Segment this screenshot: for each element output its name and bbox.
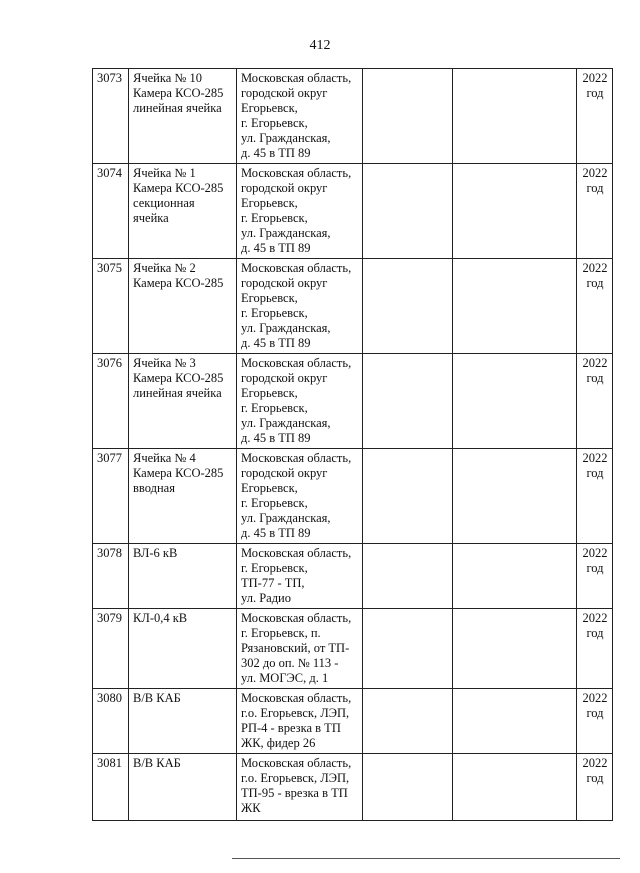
registry-table (92, 68, 613, 821)
address-cell (237, 69, 363, 164)
empty-cell (363, 164, 453, 259)
object-name-cell (129, 259, 237, 354)
year-line: год (586, 466, 604, 480)
year-cell (577, 449, 613, 544)
row-number-cell: 3075 (93, 259, 129, 354)
object-name-line: Камера КСО-285 (133, 181, 224, 195)
object-name-cell (129, 689, 237, 754)
table-row (93, 754, 613, 821)
address-line: городской округ (241, 181, 328, 195)
table-row (93, 449, 613, 544)
address-line: д. 45 в ТП 89 (241, 431, 311, 445)
address-cell (237, 449, 363, 544)
object-name-line: вводная (133, 481, 175, 495)
address-line: Егорьевск, (241, 196, 298, 210)
empty-cell (453, 354, 577, 449)
page-number: 412 (309, 38, 331, 53)
address-line: Московская область, (241, 756, 352, 770)
object-name-cell (129, 544, 237, 609)
address-cell (237, 689, 363, 754)
year-line: 2022 (582, 611, 608, 625)
year-line: год (586, 626, 604, 640)
year-line: 2022 (582, 691, 608, 705)
address-cell (237, 609, 363, 689)
address-line: городской округ (241, 371, 328, 385)
empty-cell (363, 354, 453, 449)
table-row (93, 544, 613, 609)
address-line: д. 45 в ТП 89 (241, 336, 311, 350)
table-row (93, 164, 613, 259)
table-row (93, 69, 613, 164)
address-line: ЖК (241, 801, 261, 815)
address-line: городской округ (241, 276, 328, 290)
registry-table-body (93, 69, 613, 821)
address-line: г. Егорьевск, п. (241, 626, 321, 640)
address-line: ул. Гражданская, (241, 416, 331, 430)
address-line: ул. Гражданская, (241, 511, 331, 525)
year-line: год (586, 86, 604, 100)
year-cell (577, 69, 613, 164)
object-name-line: Ячейка № 4 (133, 451, 196, 465)
address-cell (237, 354, 363, 449)
empty-cell (363, 609, 453, 689)
year-cell (577, 544, 613, 609)
year-line: 2022 (582, 356, 608, 370)
address-cell (237, 259, 363, 354)
address-line: д. 45 в ТП 89 (241, 146, 311, 160)
year-cell (577, 259, 613, 354)
row-number-cell: 3078 (93, 544, 129, 609)
empty-cell (363, 689, 453, 754)
address-line: г. Егорьевск, (241, 116, 308, 130)
row-number-cell: 3079 (93, 609, 129, 689)
footer-rule (232, 858, 620, 859)
address-line: Егорьевск, (241, 386, 298, 400)
row-number-cell: 3076 (93, 354, 129, 449)
year-cell (577, 354, 613, 449)
address-line: Московская область, (241, 451, 352, 465)
object-name-line: В/В КАБ (133, 691, 181, 705)
object-name-cell (129, 164, 237, 259)
empty-cell (453, 69, 577, 164)
address-line: г. Егорьевск, (241, 211, 308, 225)
address-line: городской округ (241, 466, 328, 480)
table-row (93, 354, 613, 449)
object-name-line: Ячейка № 10 (133, 71, 202, 85)
address-cell (237, 544, 363, 609)
row-number-cell: 3073 (93, 69, 129, 164)
address-cell (237, 754, 363, 821)
object-name-line: линейная ячейка (133, 386, 222, 400)
address-line: ул. МОГЭС, д. 1 (241, 671, 329, 685)
year-line: год (586, 181, 604, 195)
address-line: РП-4 - врезка в ТП (241, 721, 341, 735)
address-line: Московская область, (241, 691, 352, 705)
empty-cell (453, 689, 577, 754)
year-line: год (586, 371, 604, 385)
address-line: ул. Гражданская, (241, 321, 331, 335)
empty-cell (453, 449, 577, 544)
address-line: г. Егорьевск, (241, 561, 308, 575)
row-number-cell: 3077 (93, 449, 129, 544)
address-line: ЖК, фидер 26 (241, 736, 316, 750)
address-line: ул. Гражданская, (241, 226, 331, 240)
address-line: д. 45 в ТП 89 (241, 526, 311, 540)
address-line: ТП-77 - ТП, (241, 576, 305, 590)
empty-cell (363, 754, 453, 821)
address-line: Московская область, (241, 611, 352, 625)
object-name-line: ячейка (133, 211, 169, 225)
year-cell (577, 164, 613, 259)
address-line: ТП-95 - врезка в ТП (241, 786, 348, 800)
object-name-line: Ячейка № 1 (133, 166, 196, 180)
object-name-cell (129, 754, 237, 821)
year-line: год (586, 706, 604, 720)
address-line: Егорьевск, (241, 101, 298, 115)
address-line: Московская область, (241, 166, 352, 180)
object-name-cell (129, 354, 237, 449)
address-line: г. Егорьевск, (241, 401, 308, 415)
object-name-cell (129, 69, 237, 164)
year-line: 2022 (582, 261, 608, 275)
object-name-line: Камера КСО-285 (133, 466, 224, 480)
address-line: Егорьевск, (241, 291, 298, 305)
year-line: год (586, 561, 604, 575)
address-line: Московская область, (241, 261, 352, 275)
table-row (93, 259, 613, 354)
address-line: городской округ (241, 86, 328, 100)
row-number-cell: 3081 (93, 754, 129, 821)
year-line: год (586, 276, 604, 290)
object-name-cell (129, 609, 237, 689)
empty-cell (363, 544, 453, 609)
address-cell (237, 164, 363, 259)
year-line: 2022 (582, 166, 608, 180)
address-line: д. 45 в ТП 89 (241, 241, 311, 255)
empty-cell (453, 544, 577, 609)
address-line: г. Егорьевск, (241, 496, 308, 510)
address-line: ул. Радио (241, 591, 291, 605)
object-name-line: Камера КСО-285 (133, 371, 224, 385)
year-cell (577, 689, 613, 754)
object-name-line: Ячейка № 2 (133, 261, 196, 275)
year-line: 2022 (582, 546, 608, 560)
year-line: 2022 (582, 71, 608, 85)
address-line: Егорьевск, (241, 481, 298, 495)
address-line: Рязановский, от ТП- (241, 641, 350, 655)
table-row (93, 609, 613, 689)
empty-cell (363, 69, 453, 164)
address-line: Московская область, (241, 546, 352, 560)
empty-cell (363, 259, 453, 354)
address-line: г.о. Егорьевск, ЛЭП, (241, 706, 350, 720)
empty-cell (453, 609, 577, 689)
object-name-line: В/В КАБ (133, 756, 181, 770)
year-cell (577, 754, 613, 821)
object-name-line: Камера КСО-285 (133, 86, 224, 100)
object-name-line: Камера КСО-285 (133, 276, 224, 290)
object-name-line: Ячейка № 3 (133, 356, 196, 370)
empty-cell (453, 164, 577, 259)
table-row (93, 689, 613, 754)
object-name-cell (129, 449, 237, 544)
empty-cell (453, 754, 577, 821)
object-name-line: КЛ-0,4 кВ (133, 611, 188, 625)
address-line: г. Егорьевск, (241, 306, 308, 320)
year-line: 2022 (582, 756, 608, 770)
empty-cell (363, 449, 453, 544)
year-line: год (586, 771, 604, 785)
row-number-cell: 3074 (93, 164, 129, 259)
address-line: Московская область, (241, 71, 352, 85)
object-name-line: линейная ячейка (133, 101, 222, 115)
year-cell (577, 609, 613, 689)
address-line: г.о. Егорьевск, ЛЭП, (241, 771, 350, 785)
address-line: 302 до оп. № 113 - (241, 656, 339, 670)
row-number-cell: 3080 (93, 689, 129, 754)
address-line: Московская область, (241, 356, 352, 370)
address-line: ул. Гражданская, (241, 131, 331, 145)
object-name-line: секционная (133, 196, 195, 210)
year-line: 2022 (582, 451, 608, 465)
empty-cell (453, 259, 577, 354)
object-name-line: ВЛ-6 кВ (133, 546, 178, 560)
